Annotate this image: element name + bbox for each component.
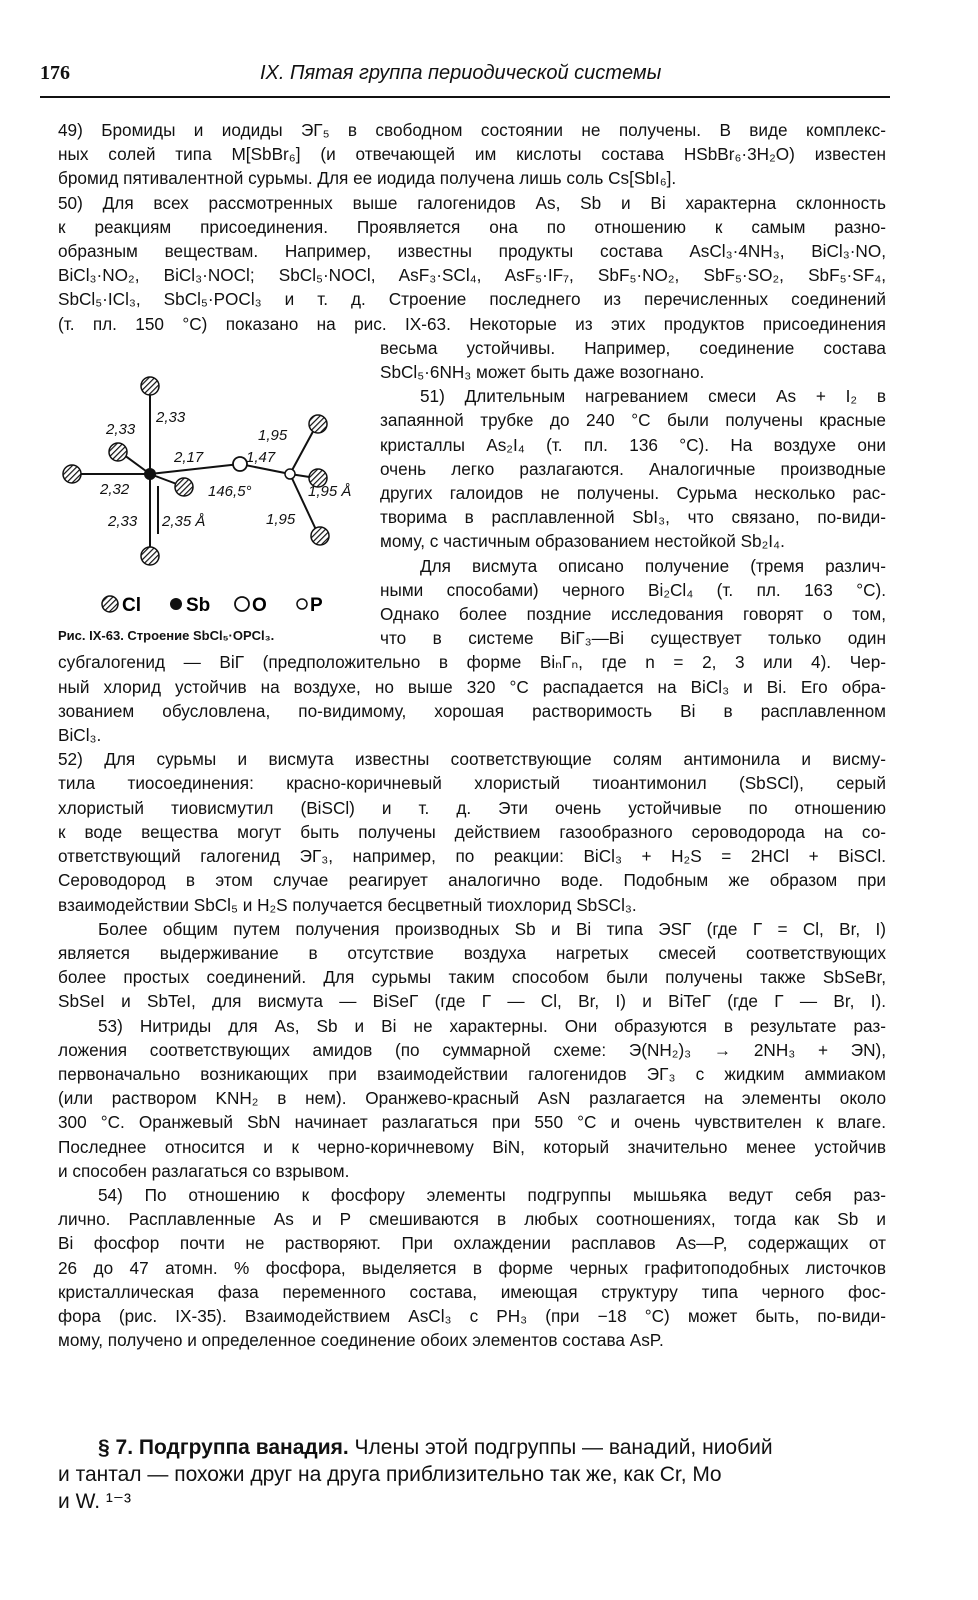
section-first-line xyxy=(58,1434,886,1461)
legend-cl-label: Cl xyxy=(122,595,141,616)
running-title: IX. Пятая группа периодической системы xyxy=(260,62,662,84)
cl-atom xyxy=(141,547,159,565)
text-line: ответствующий галогенид ЭГ₃, например, по реакции: BiCl₃ + H₂S = 2HCl + BiSCl. xyxy=(58,846,886,867)
text-line: весьма устойчивы. Например, соединение состава xyxy=(380,337,886,358)
text-line: первоначально возникающих при взаимодействии галогенидов ЭГ₃ с жидким аммиаком xyxy=(58,1063,886,1084)
text-line: лично. Расплавленные As и P смешиваются в любых соотношениях, тогда как Sb и xyxy=(58,1209,886,1230)
bond-length-label: 1,47 xyxy=(246,449,276,466)
paragraph-52 xyxy=(58,747,886,916)
text-line: Однако более поздние исследования говорят о том, xyxy=(380,604,886,625)
text-line: ных солей типа M[SbBr₆] (и отвечающей им кислоты состава HSbBr₆·3H₂O) известен xyxy=(58,144,886,165)
text-line: SbSeI и SbTeI, для висмута — BiSeГ (где Г — Cl, Br, I) и BiTeГ (где Г — Br, I). xyxy=(58,991,886,1012)
page-body xyxy=(58,118,886,1352)
text-line: фора (рис. IX-35). Взаимодействием AsCl₃ с PH₃ (при −18 °C) может быть, по-види- xyxy=(58,1305,886,1326)
text-line: зованием обусловлена, по-видимому, хорошая растворимость Bi в расплавленном xyxy=(58,700,886,721)
text-line: BiCl₃. xyxy=(58,725,102,746)
paragraph-50-wrap xyxy=(380,336,886,651)
legend-sb-label: Sb xyxy=(186,595,211,616)
cl-atom xyxy=(141,377,159,395)
sb-atom xyxy=(144,468,156,480)
text-line: 51) Длительным нагреванием смеси As + I₂ в xyxy=(420,386,886,407)
text-line: творима в расплавленной SbI₃, что связано, по-види- xyxy=(380,507,886,528)
cl-atom xyxy=(311,527,329,545)
text-line: ными способами) черного Bi₂Cl₄ (т. пл. 163 °C). xyxy=(380,579,886,600)
paragraph-53 xyxy=(58,1014,886,1183)
molecule-structure-diagram xyxy=(58,366,378,596)
text-line: запаянной трубке до 240 °C были получены красные xyxy=(380,410,886,431)
legend-cl-icon xyxy=(102,596,118,612)
bond-length-label: 1,95 xyxy=(258,427,288,444)
text-line: 52) Для сурьмы и висмута известны соответствующие солям антимонила и висму- xyxy=(58,749,886,770)
paragraph-52b xyxy=(58,917,886,1014)
legend-symbols xyxy=(100,592,370,616)
bond-length-label: 1,95 xyxy=(266,511,296,528)
text-line: Более общим путем получения производных Sb и Bi типа ЭSГ (где Г = Cl, Br, I) xyxy=(98,918,886,939)
bond-angle-label: 146,5° xyxy=(208,483,252,500)
text-line: мому, получено и определенное соединение обоих элементов состава AsP. xyxy=(58,1330,664,1351)
text-line: 49) Бромиды и иодиды ЭГ₅ в свободном состоянии не получены. В виде комплекс- xyxy=(58,120,886,140)
text-line: взаимодействии SbCl₅ и H₂S получается бесцветный тиохлорид SbSCl₃. xyxy=(58,894,637,915)
cl-atom xyxy=(175,478,193,496)
text-line: мому, с частичным образованием нестойкой Sb₂I₄. xyxy=(380,531,785,552)
legend-o-label: O xyxy=(252,595,267,616)
figure-ix-63 xyxy=(58,366,378,670)
text-line: к воде вещества могут быть получены действием газообразного сероводорода на со- xyxy=(58,821,886,842)
text-line: 53) Нитриды для As, Sb и Bi не характерны. Они образуются в результате раз- xyxy=(98,1015,886,1036)
o-atom xyxy=(233,457,247,471)
text-line: BiCl₃·NO₂, BiCl₃·NOCl; SbCl₅·NOCl, AsF₃·SCl₄, AsF₅·IF₇, SbF₅·NO₂, SbF₅·SO₂, SbF₅·SF₄, xyxy=(58,265,886,286)
text-line: (т. пл. 150 °C) показано на рис. IX-63. Некоторые из этих продуктов присоединения xyxy=(58,313,886,334)
text-line: других галоидов не получены. Сурьма несколько рас- xyxy=(380,483,886,504)
bond-length-label: 2,33 xyxy=(156,409,186,426)
text-line: Bi фосфор почти не растворяют. При охлаждении расплавов As—P, содержащих от xyxy=(58,1233,886,1254)
legend-o-icon xyxy=(235,597,249,611)
text-line: и способен разлагаться со взрывом. xyxy=(58,1160,350,1181)
legend-p-icon xyxy=(297,599,307,609)
text-line: очень легко разлагаются. Аналогичные производные xyxy=(380,458,886,479)
bond-length-label: 2,33 xyxy=(106,421,136,438)
section-heading-block xyxy=(58,1434,886,1515)
bond-length-label: 1,95 Å xyxy=(308,483,352,500)
text-line: субгалогенид — BiГ (предположительно в форме BiₙГₙ, где n = 2, 3 или 4). Чер- xyxy=(58,652,886,673)
text-line: 54) По отношению к фосфору элементы подгруппы мышьяка ведут себя раз- xyxy=(98,1184,886,1205)
section-text-line: и тантал — похожи друг на друга приблизительно так же, как Cr, Mo xyxy=(58,1463,722,1486)
bond-length-label: 2,35 Å xyxy=(162,513,206,530)
text-line: кристаллы As₂I₄ (т. пл. 136 °C). На воздухе они xyxy=(380,434,886,455)
paragraph-50 xyxy=(58,191,886,336)
text-line: тила тиосоединения: красно-коричневый хлористый тиоантимонил (SbSCl), серый xyxy=(58,773,886,794)
text-line: (или раствором KNH₂ в нем). Оранжево-красный AsN разлагается на элементы около xyxy=(58,1088,886,1109)
section-text: Члены этой подгруппы — ванадий, ниобий xyxy=(354,1436,773,1459)
text-line: хлористый тиовисмутил (BiSCl) и т. д. Эти очень устойчивые по отношению xyxy=(58,797,886,818)
cl-atom xyxy=(63,465,81,483)
bond-length-label: 2,33 xyxy=(108,513,138,530)
cl-atom xyxy=(109,443,127,461)
figure-caption: Рис. IX-63. Строение SbCl₅·OPCl₃. xyxy=(58,628,275,643)
figure-legend xyxy=(100,592,370,616)
text-line: 300 °C. Оранжевый SbN начинает разлагаться при 550 °C и очень чувствителен к влаге. xyxy=(58,1112,886,1133)
text-line: Сероводород в этом случае реагирует аналогично воде. Подобным же образом при xyxy=(58,870,886,891)
section-text-line: и W. ¹⁻³ xyxy=(58,1490,131,1513)
paragraph-49 xyxy=(58,118,886,191)
text-line: что в системе BiГ₃—Bi существует только один xyxy=(380,628,886,649)
page-header xyxy=(40,62,890,98)
text-line: образным веществам. Например, известны продукты состава AsCl₃·4NH₃, BiCl₃·NO, xyxy=(58,241,886,262)
text-line: кристаллическая фаза переменного состава, имеющая структуру типа черного фос- xyxy=(58,1281,886,1302)
legend-sb-icon xyxy=(170,598,182,610)
p-atom xyxy=(285,469,295,479)
text-line: SbCl₅·ICl₃, SbCl₅·POCl₃ и т. д. Строение последнего из перечисленных соединений xyxy=(58,289,886,310)
bond-length-label: 2,32 xyxy=(100,481,130,498)
cl-atom xyxy=(309,415,327,433)
text-line: бромид пятивалентной сурьмы. Для ее иодида получена лишь соль Cs[SbI₆]. xyxy=(58,168,677,189)
bond-length-label: 2,17 xyxy=(174,449,204,466)
text-line: ложения соответствующих амидов (по суммарной схеме: Э(NH₂)₃ → 2NH₃ + ЭN), xyxy=(58,1039,886,1060)
text-line: является выдерживание в отсутствие воздуха нагретых смесей соответствующих xyxy=(58,942,886,963)
legend-p-label: P xyxy=(310,595,323,616)
text-line: Последнее относится и к черно-коричневому BiN, который значительно менее устойчив xyxy=(58,1136,886,1157)
paragraph-54 xyxy=(58,1183,886,1352)
page-number: 176 xyxy=(40,62,70,84)
text-line: 50) Для всех рассмотренных выше галогенидов As, Sb и Bi характерна склонность xyxy=(58,192,886,213)
text-line: более простых соединений. Для сурьмы таким способом были получены также SbSeBr, xyxy=(58,967,886,988)
text-line: к реакциям присоединения. Проявляется она по отношению к самым разно- xyxy=(58,216,886,237)
text-line: ный хлорид устойчив на воздухе, но выше 320 °C распадается на BiCl₃ и Bi. Его обра- xyxy=(58,676,886,697)
text-line: 26 до 47 атомн. % фосфора, выделяется в форме черных графитоподобных листочков xyxy=(58,1257,886,1278)
text-line: Для висмута описано получение (тремя различ- xyxy=(420,555,886,576)
section-heading: § 7. Подгруппа ванадия. xyxy=(98,1436,349,1459)
text-line: SbCl₅·6NH₃ может быть даже возогнано. xyxy=(380,362,705,383)
